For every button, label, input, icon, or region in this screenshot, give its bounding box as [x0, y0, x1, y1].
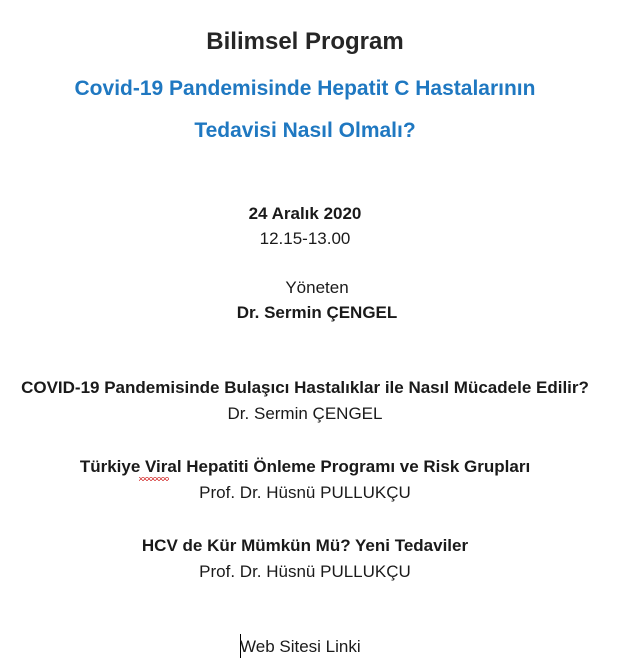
talk-speaker: Dr. Sermin ÇENGEL — [227, 404, 383, 423]
web-site-link[interactable]: Web Sitesi Linki — [240, 637, 361, 656]
talk-speaker: Prof. Dr. Hüsnü PULLUKÇU — [199, 483, 411, 502]
subtitle-line-2: Tedavisi Nasıl Olmalı? — [194, 119, 416, 142]
spellcheck-underline — [139, 477, 169, 481]
talk-speaker: Prof. Dr. Hüsnü PULLUKÇU — [199, 562, 411, 581]
talk-title: COVID-19 Pandemisinde Bulaşıcı Hastalıklar ile Nasıl Mücadele Edilir? — [21, 378, 589, 397]
talk-title: Türkiye Viral Hepatiti Önleme Programı ve Risk Grupları — [79, 457, 531, 476]
moderator-label: Yöneten — [285, 278, 349, 297]
event-date: 24 Aralık 2020 — [248, 204, 362, 223]
talk-title: HCV de Kür Mümkün Mü? Yeni Tedaviler — [141, 536, 469, 555]
subtitle-line-1: Covid-19 Pandemisinde Hepatit C Hastalarının — [74, 77, 536, 100]
moderator-name: Dr. Sermin ÇENGEL — [236, 303, 398, 322]
event-time: 12.15-13.00 — [259, 229, 351, 248]
page-title: Bilimsel Program — [206, 28, 404, 55]
